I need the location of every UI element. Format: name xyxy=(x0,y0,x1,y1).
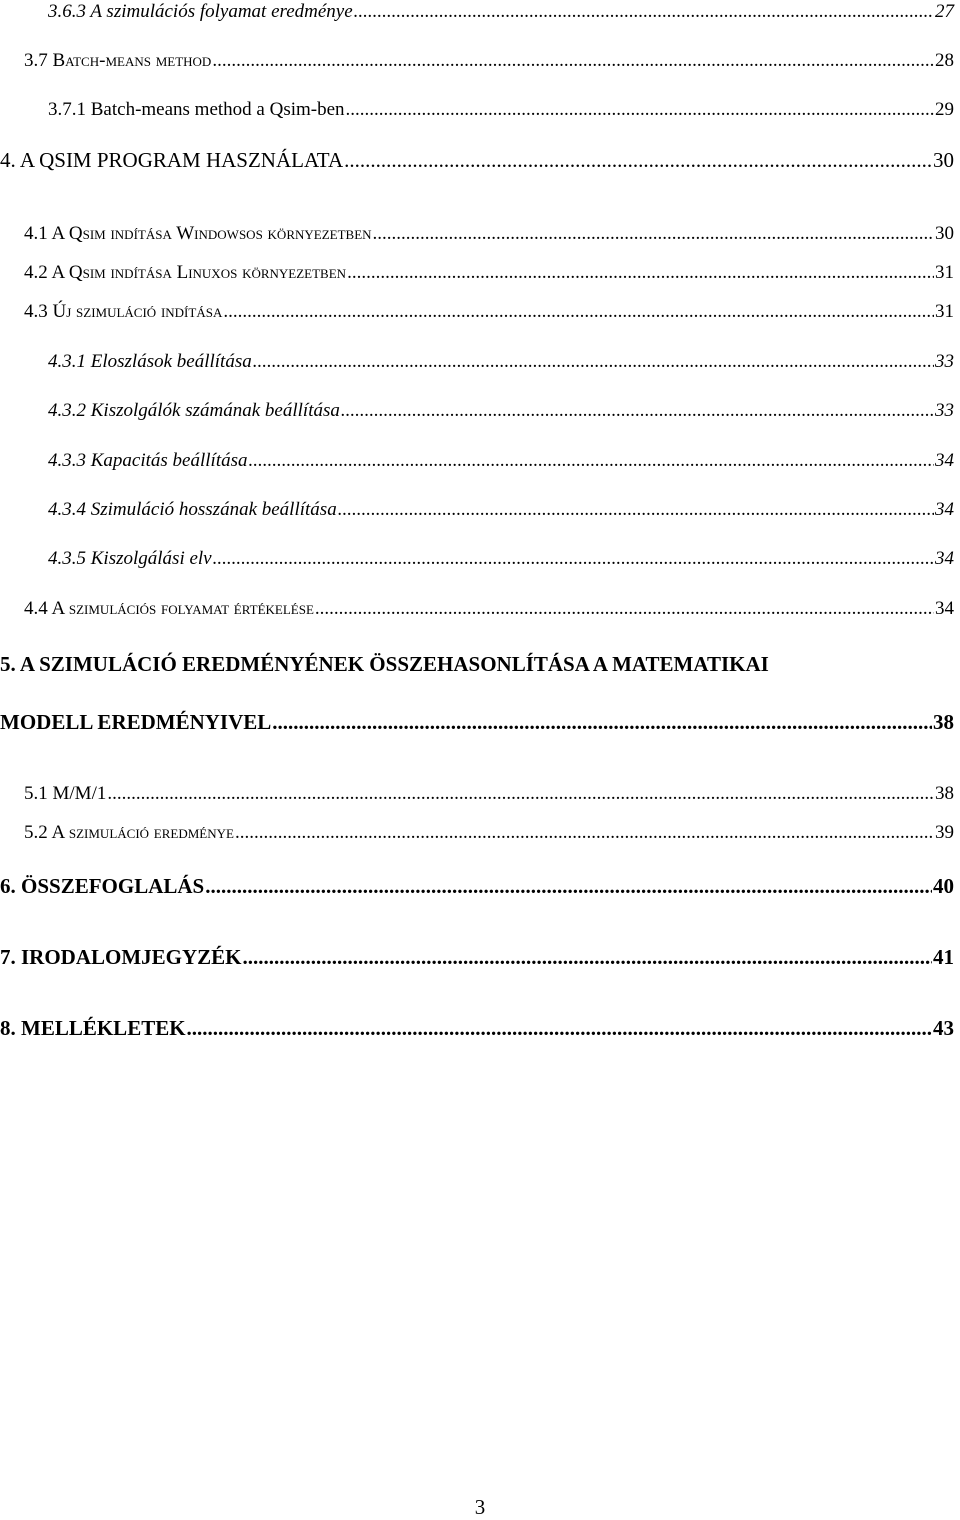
toc-entry-page: 34 xyxy=(935,450,954,471)
toc-entry-title: 4.3.5 Kiszolgálási elv xyxy=(48,548,212,569)
toc-entry-title: 4.2 A Qsim indítása Linuxos környezetben xyxy=(24,262,347,283)
dot-leader xyxy=(354,0,934,24)
page-number: 3 xyxy=(474,1495,486,1519)
toc-entry-page: 33 xyxy=(935,400,954,421)
toc-entry-4-3[interactable] xyxy=(24,300,954,324)
toc-entry-page: 34 xyxy=(935,499,954,520)
toc-entry-3-7-1[interactable] xyxy=(48,98,954,122)
toc-entry-4-4[interactable] xyxy=(24,597,954,621)
dot-leader xyxy=(272,710,932,734)
toc-entry-title: 3.6.3 A szimulációs folyamat eredménye xyxy=(48,1,353,22)
toc-entry-page: 28 xyxy=(935,50,954,71)
toc-entry-title: 3.7.1 Batch-means method a Qsim-ben xyxy=(48,99,345,120)
toc-entry-4-3-1[interactable] xyxy=(48,350,954,374)
dot-leader xyxy=(187,1016,932,1040)
toc-entry-page: 34 xyxy=(935,598,954,619)
toc-entry-3-7[interactable] xyxy=(24,49,954,73)
dot-leader xyxy=(344,148,932,172)
toc-entry-page: 34 xyxy=(935,548,954,569)
dot-leader xyxy=(223,300,934,324)
toc-entry-page: 29 xyxy=(935,99,954,120)
toc-entry-page: 41 xyxy=(933,945,954,969)
toc-entry-7[interactable] xyxy=(0,945,954,969)
toc-entry-title: 5. A SZIMULÁCIÓ EREDMÉNYÉNEK ÖSSZEHASONLÍTÁSA A MATEMATIKAI xyxy=(0,652,769,676)
toc-entry-title: 7. IRODALOMJEGYZÉK xyxy=(0,945,242,969)
toc-entry-4[interactable] xyxy=(0,148,954,172)
dot-leader xyxy=(346,98,934,122)
dot-leader xyxy=(235,821,934,845)
dot-leader xyxy=(249,449,935,473)
toc-entry-page: 38 xyxy=(933,710,954,734)
toc-entry-5-2[interactable] xyxy=(24,821,954,845)
toc-entry-4-1[interactable] xyxy=(24,222,954,246)
dot-leader xyxy=(107,782,934,806)
dot-leader xyxy=(315,597,934,621)
toc-entry-4-3-5[interactable] xyxy=(48,547,954,571)
toc-entry-page: 30 xyxy=(933,148,954,172)
toc-entry-5-cont[interactable] xyxy=(0,710,954,734)
toc-entry-4-2[interactable] xyxy=(24,261,954,285)
toc-entry-page: 43 xyxy=(933,1016,954,1040)
toc-entry-title: 8. MELLÉKLETEK xyxy=(0,1016,186,1040)
toc-entry-8[interactable] xyxy=(0,1016,954,1040)
toc-entry-page: 27 xyxy=(935,1,954,22)
dot-leader xyxy=(347,261,934,285)
toc-entry-5[interactable] xyxy=(0,651,954,677)
toc-entry-page: 31 xyxy=(935,301,954,322)
toc-entry-page: 33 xyxy=(935,351,954,372)
toc-entry-title: 6. ÖSSZEFOGLALÁS xyxy=(0,874,205,898)
toc-entry-title: 4. A QSIM PROGRAM HASZNÁLATA xyxy=(0,148,344,172)
toc-entry-page: 30 xyxy=(935,223,954,244)
toc-entry-6[interactable] xyxy=(0,874,954,898)
toc-entry-title: 4.3 Új szimuláció indítása xyxy=(24,301,223,322)
toc-entry-title: 4.4 A szimulációs folyamat értékelése xyxy=(24,598,314,619)
dot-leader xyxy=(243,945,932,969)
toc-entry-3-6-3[interactable] xyxy=(48,0,954,24)
toc-entry-title: 4.3.1 Eloszlások beállítása xyxy=(48,351,252,372)
toc-entry-5-1[interactable] xyxy=(24,782,954,806)
toc-entry-title: 4.3.4 Szimuláció hosszának beállítása xyxy=(48,499,337,520)
toc-entry-title: MODELL EREDMÉNYIVEL xyxy=(0,710,272,734)
toc-entry-4-3-3[interactable] xyxy=(48,449,954,473)
dot-leader xyxy=(205,874,932,898)
dot-leader xyxy=(212,49,934,73)
toc-entry-page: 39 xyxy=(935,822,954,843)
dot-leader xyxy=(341,399,934,423)
toc-entry-title: 4.1 A Qsim indítása Windowsos környezetben xyxy=(24,223,372,244)
toc-entry-page: 38 xyxy=(935,783,954,804)
toc-entry-title: 5.1 M/M/1 xyxy=(24,783,107,804)
toc-entry-4-3-4[interactable] xyxy=(48,498,954,522)
dot-leader xyxy=(373,222,934,246)
toc-entry-title: 5.2 A szimuláció eredménye xyxy=(24,822,234,843)
dot-leader xyxy=(338,498,934,522)
toc-entry-title: 4.3.3 Kapacitás beállítása xyxy=(48,450,248,471)
dot-leader xyxy=(213,547,934,571)
toc-entry-title: 4.3.2 Kiszolgálók számának beállítása xyxy=(48,400,340,421)
toc-entry-page: 31 xyxy=(935,262,954,283)
toc-entry-4-3-2[interactable] xyxy=(48,399,954,423)
toc-entry-page: 40 xyxy=(933,874,954,898)
toc-entry-title: 3.7 Batch-means method xyxy=(24,50,212,71)
dot-leader xyxy=(253,350,934,374)
